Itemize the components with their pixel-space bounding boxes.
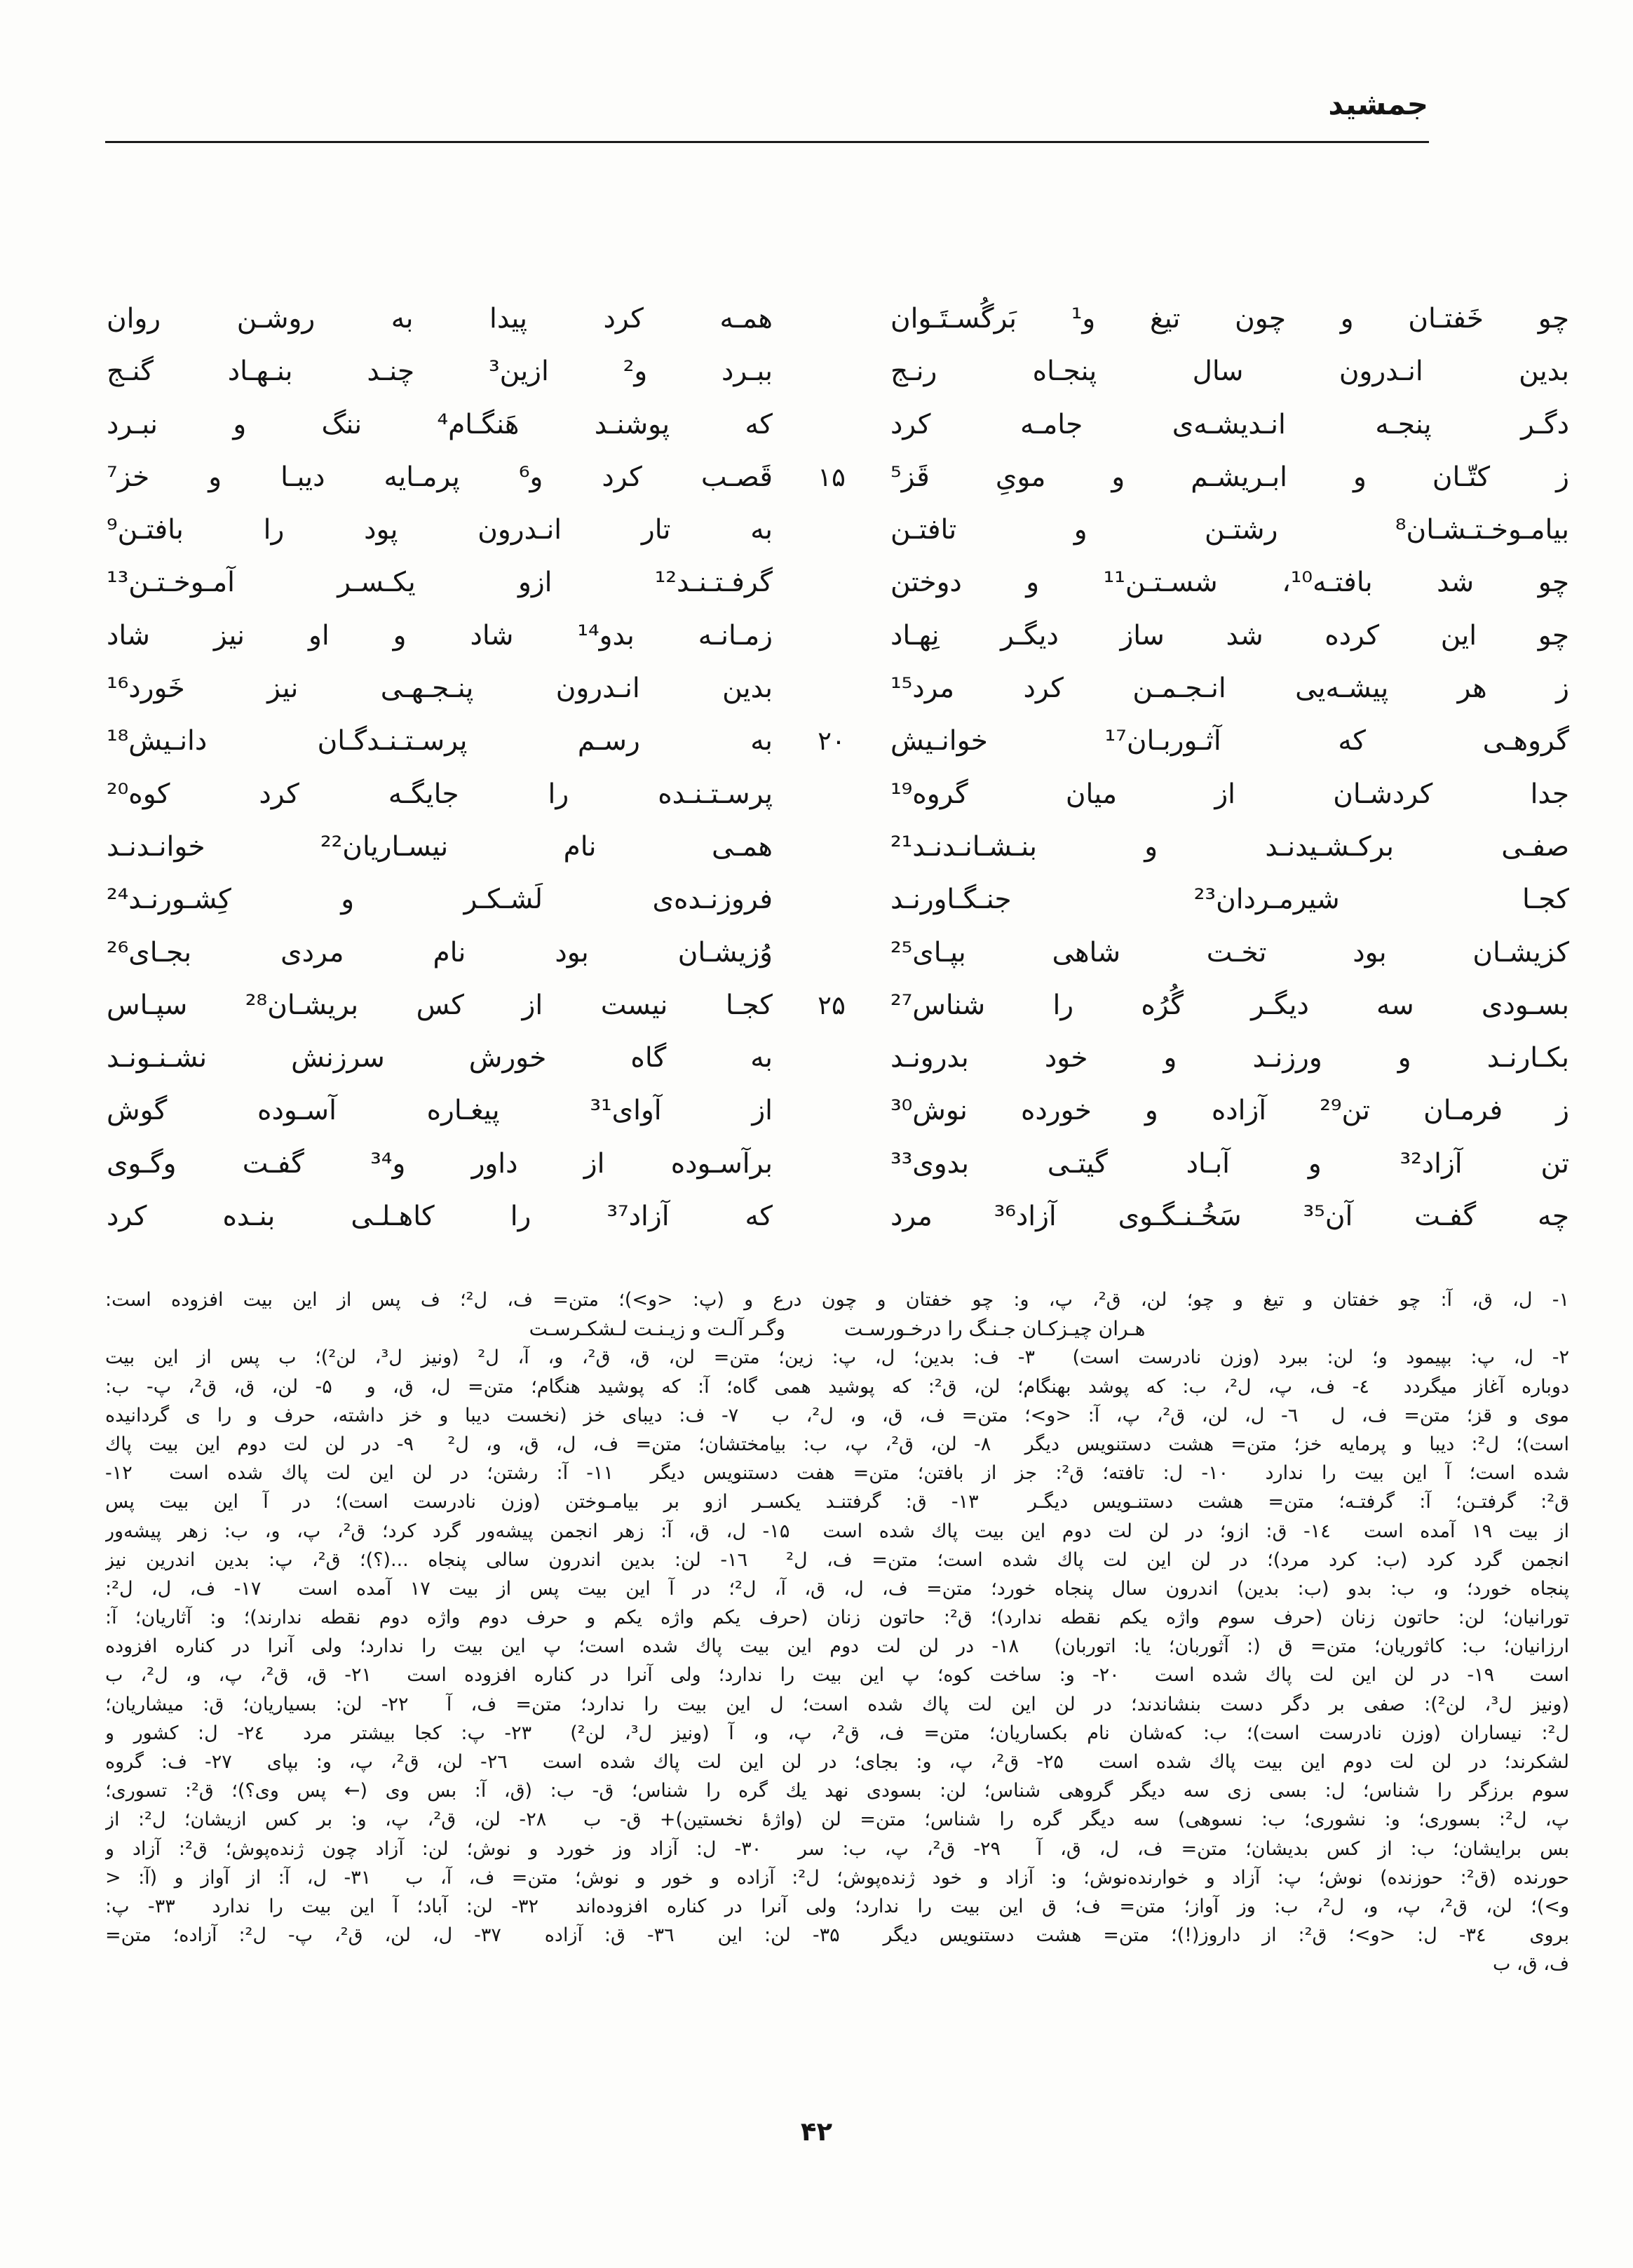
apparatus-line: انجمن گرد کرد (ب: کرد مرد)؛ در لن این لت پاك شده است؛ متن= ف، ل² ‌ ۱٦- لن: بدین اندرون سالی پنجاه ...(؟)؛ ق²، پ: بدین اندرین نیز (105, 1548, 1569, 1571)
couplet-row (107, 504, 1569, 556)
apparatus-line: پ، ل²: بسوری؛ و: نشوری؛ ب: نسوهی) سه دیگر گره را شناس؛ متن= لن (واژهٔ نخستین)+ ق- ب ‌ ۲۸- لن، ق²، پ، و: بر کس ازیشان؛ ل²: از (105, 1809, 1569, 1831)
hemistich-second: کجـا نیست از کس بریشـان²⁸ سپـاس (107, 989, 773, 1021)
apparatus-lines-before (105, 1285, 1569, 1314)
hemistich-first: چو این کرده شد ساز دیگـر نِهـاد (890, 619, 1569, 652)
hemistich-first: جدا کردشـان از میان گروه¹⁹ (890, 778, 1569, 810)
apparatus-line: است)؛ ل²: دیبا و پرمایه خز؛ متن= هشت دستنویس دیگر ‌ ۸- لن، ق²، پ، ب: بیامختشان؛ متن= ف، ل، ق، و، ل² ‌ ۹- در لن لت دوم این بیت پاك (105, 1433, 1569, 1455)
apparatus-line: ق²: گرفتـن؛ آ: گرفتـه؛ متن= هشت دستنـویس دیگـر ‌ ۱۳- ق: گرفتنـد یکسـر ازو بر بیامـوختن (وزن نادرست است)؛ در آ این بیت پس (105, 1491, 1569, 1513)
hemistich-second: همـی نام نیسـاریان²² خوانـدنـد (107, 830, 773, 863)
page-number: ۴۲ (800, 2117, 833, 2147)
apparatus-line: حورنده (ق²: حوزنده) نوش؛ پ: آزاد و خوارنده‌نوش؛ و: آزاد و خود ژنده‌پوش؛ ل²: آزاده و خور و نوش؛ متن= ف، آ، ب ‌ ۳۱- ل، آ: از آواز و (آ: < (105, 1866, 1569, 1889)
hemistich-second: به تار انـدرون پود را بافتـن⁹ (107, 514, 773, 546)
verse-number-empty (773, 873, 890, 926)
verse-number-empty (773, 926, 890, 979)
apparatus-line: بروی ‌ ۳٤- ل: <و>؛ ق²: از داروز(!)؛ متن= هشت دستنویس دیگر ‌ ۳۵- لن: این ‌ ۳٦- ق: آزاده ‌ ۳۷- ل، لن، ق²، پ- ل²: آزاده؛ متن= (105, 1924, 1569, 1947)
hemistich-second: به رسـم پرسـتـنـدگـان دانـیش¹⁸ (107, 725, 773, 757)
hemistich-first: ز کتّـان و ابـریشـم و مویِ قَز⁵ (890, 461, 1569, 493)
apparatus-line: است ‌ ۱۹- در لن این لت پاك شده است ‌ ۲۰- و: ساخت کوه؛ پ این بیت را ندارد؛ ولی آنرا در کناره افزوده است ‌ ۲۱- ق، ق²، پ، و، ل²، ب (105, 1664, 1569, 1687)
hemistich-first: چه گفـت آن³⁵ سَخُـنـگـوی آزاد³⁶ مرد (890, 1201, 1569, 1233)
apparatus-line: و>)؛ لن، ق²، پ، و، ل²، ب: وز آواز؛ متن= ف؛ ق این بیت را ندارد؛ ولی آنرا در کناره افزوده‌اند ‌ ۳۲- لن: آباد؛ آ این بیت را ندارد ‌ ۳۳- پ: (105, 1895, 1569, 1917)
couplet-row (107, 345, 1569, 398)
apparatus-quote-row (105, 1314, 1569, 1343)
verse-number-empty (773, 504, 890, 556)
hemistich-second: بدین انـدرون پنـجـهـی نیز خَورد¹⁶ (107, 673, 773, 705)
couplet-row (107, 979, 1569, 1032)
hemistich-second: فروزنـده‌ی لَشـکـر و کِشـورنـد²⁴ (107, 884, 773, 916)
couplet-row (107, 768, 1569, 821)
hemistich-second: که آزاد³⁷ را کاهـلـی بنـده کرد (107, 1201, 773, 1233)
verse-number-empty (773, 292, 890, 345)
verse-number-empty (773, 1138, 890, 1190)
verse-number-empty (773, 609, 890, 662)
apparatus (105, 1285, 1569, 1979)
apparatus-line: سوم برزگر را شناس؛ ل: بسی زی سه دیگر گروهی شناس؛ لن: بسودی نهد یك گره را شناس؛ ق- ب: (ق، آ: بس وی (← پس وی؟)؛ ق²: تسوری؛ (105, 1780, 1569, 1802)
apparatus-quote-second-hemistich: وگـر آلـت و زیـنـت لـشکـرسـت (529, 1317, 785, 1341)
hemistich-first: بسـودی سه دیگـر گُرُه را شناس²⁷ (890, 989, 1569, 1021)
couplet-row (107, 662, 1569, 715)
hemistich-second: ببـرد و² ازین³ چنـد بنـهـاد گنـج (107, 356, 773, 388)
apparatus-line: ۲- ل، پ: بپیمود و؛ لن: ببرد (وزن نادرست است) ‌ ۳- ف: بدین؛ ل، پ: زین؛ متن= لن، ق، ق²، و، آ، ل² (ونیز ل³، لن²)؛ ب پس از این بیت (105, 1346, 1569, 1369)
apparatus-last-line: ف، ق، ب (1493, 1953, 1569, 1976)
hemistich-first: ز هر پیشـه‌یی انـجـمـن کرد مرد¹⁵ (890, 673, 1569, 705)
verse-number: ۲۵ (818, 990, 846, 1020)
verse-number-empty (773, 662, 890, 715)
hemistich-first: چو خَفتـان و چون تیغ و¹ بَرگُسـتَـوان (890, 303, 1569, 335)
couplet-row (107, 873, 1569, 926)
poem (107, 292, 1569, 1243)
couplet-row (107, 1190, 1569, 1243)
hemistich-first: بیامـوخـتـشـان⁸ رشتـن و تافتـن (890, 514, 1569, 546)
hemistich-first: تن آزاد³² و آبـاد گیتـی بدوی³³ (890, 1147, 1569, 1180)
apparatus-lines-after (105, 1343, 1569, 1950)
header-rule-divider (105, 141, 1429, 143)
apparatus-line: ل²: نیساران (وزن نادرست است)؛ ب: که‌شان نام بکساریان؛ متن= ف، ق²، پ، و، آ (ونیز ل³، لن²) ‌ ۲۳- پ: کجا بیشتر مرد ‌ ۲٤- ل: کشور و (105, 1722, 1569, 1744)
hemistich-second: که پوشنـد هَنگـام⁴ ننگ و نبـرد (107, 408, 773, 440)
couplet-row (107, 715, 1569, 767)
hemistich-first: چو شد بافتـه¹⁰، شسـتـن¹¹ و دوختن (890, 567, 1569, 599)
verse-number-empty (773, 556, 890, 609)
hemistich-second: پرسـتـنـده را جایگـه کرد کوه²⁰ (107, 778, 773, 810)
verse-number-empty (773, 398, 890, 451)
apparatus-line: از بیت ۱۹ آمده است ‌ ۱٤- ق: ازو؛ در لن لت دوم این بیت پاك شده است ‌ ۱۵- ل، ق، آ: زهر انجمن پیشه‌ور گرد کرد؛ ق²، پ، و، ب: زهر پیشه‌ور (105, 1520, 1569, 1542)
hemistich-first: بدین انـدرون سال پنجـاه رنـج (890, 356, 1569, 388)
couplet-row (107, 1032, 1569, 1084)
apparatus-line: دوباره آغاز میگردد ‌ ٤- ف، پ، ل²، ب: که پوشد بهنگام؛ لن، ق²: که پوشید همی گاه؛ آ: که پوشید هنگام؛ متن= ل، ق، و ‌ ۵- لن، ق، ق²، پ- ب: (105, 1375, 1569, 1398)
hemistich-first: دگـر پنجـه انـدیشـه‌ی جامـه کرد (890, 408, 1569, 440)
hemistich-second: به گاه خورش سرزنش نشـنـونـد (107, 1042, 773, 1074)
hemistich-first: بکـارنـد و ورزنـد و خود بدرونـد (890, 1042, 1569, 1074)
page-header-title: جمشید (1328, 87, 1428, 121)
apparatus-line: ۱- ل، ق، آ: چو خفتان و تیغ و چو؛ لن، ق²، پ، و: چو خفتان و چون درع و (پ: <و>)؛ متن= ف، ل²؛ ف پس از این بیت افزوده است: (105, 1289, 1569, 1311)
verse-number-empty (773, 821, 890, 873)
hemistich-first: ز فرمـان تن²⁹ آزاده و خورده نوش³⁰ (890, 1095, 1569, 1127)
apparatus-line: موی و قز؛ متن= ف، ل ‌ ٦- ل، لن، ق²، پ، آ: <و>؛ متن= ف، ق، و، ل²، ب ‌ ۷- ف: دیبای خز (نخست دیبا و خز داشته، حرف و را ی گردانیده (105, 1404, 1569, 1426)
hemistich-second: گرفـتـنـد¹² ازو یکـسـر آمـوخـتـن¹³ (107, 567, 773, 599)
hemistich-second: وُزیشـان بود نام مردی بجـای²⁶ (107, 936, 773, 968)
apparatus-line: بس برایشان؛ ب: از کس بدیشان؛ متن= ف، ل، ق، آ ‌ ۲۹- ق²، پ، ب: سر ‌ ۳۰- ل: آزاد وز خورد و نوش؛ لن: آزاد چون ژنده‌پوش؛ ق²: آزاد و (105, 1837, 1569, 1860)
verse-number-empty (773, 1084, 890, 1137)
couplet-row (107, 292, 1569, 345)
apparatus-line: تورانیان؛ لن: حاتون زنان (حرف سوم واژه یکم نقطه ندارد)؛ ق²: حاتون زنان (حرف یکم واژه یکم و حرف دوم واژه دوم نقطه ندارند)؛ و: آثاریان؛ آ: (105, 1607, 1569, 1629)
apparatus-quote-first-hemistich: هـران چیـزکـان جـنـگ را درخـورسـت (843, 1317, 1146, 1341)
apparatus-line: شده است؛ آ این بیت را ندارد ‌ ۱۰- ل: تافته؛ ق²: جز از بافتن؛ متن= هفت دستنویس دیگر ‌ ۱۱- آ: رشتن؛ در لن این لت پاك شده است ‌ ۱۲- (105, 1462, 1569, 1485)
hemistich-second: زمـانـه بدو¹⁴ شاد و او نیز شاد (107, 619, 773, 652)
hemistich-second: همـه کرد پیدا به روشـن روان (107, 303, 773, 335)
couplet-row (107, 926, 1569, 979)
verse-number: ۱۵ (818, 461, 846, 492)
couplet-row (107, 451, 1569, 504)
couplet-row (107, 1138, 1569, 1190)
verse-number-empty (773, 1032, 890, 1084)
hemistich-first: گروهـی که آثـوربـان¹⁷ خوانـیش (890, 725, 1569, 757)
verse-number: ۲۰ (818, 726, 846, 757)
hemistich-first: صفـی برکـشـیدنـد و بنـشـانـدنـد²¹ (890, 830, 1569, 863)
apparatus-line: (ونیز ل³، لن²): صفی بر دگر دست بنشاندند؛ در لن این لت پاك شده است؛ ل این بیت را ندارد؛ متن= ف، آ ‌ ۲۲- لن: بسیاریان؛ ق: میشاریان؛ (105, 1693, 1569, 1715)
hemistich-first: کجـا شیرمـردان²³ جنـگـاورنـد (890, 884, 1569, 916)
hemistich-second: برآسـوده از داور و³⁴ گفـت وگـوی (107, 1147, 773, 1180)
couplet-row (107, 556, 1569, 609)
couplet-row (107, 1084, 1569, 1137)
hemistich-first: کزیشـان بود تخـت شاهی بپـای²⁵ (890, 936, 1569, 968)
apparatus-line: ارزانیان؛ ب: کاثوریان؛ متن= ق (: آثوربان؛ یا: اتوربان) ‌ ۱۸- در لن لت دوم این بیت پاك شده است؛ پ این بیت را ندارد؛ ولی آنرا در کناره افزوده (105, 1635, 1569, 1658)
hemistich-second: قَصـب کرد و⁶ پرمـایه دیبـا و خز⁷ (107, 461, 773, 493)
verse-number-empty (773, 1190, 890, 1243)
verse-number-empty (773, 345, 890, 398)
hemistich-second: از آوای³¹ پیغـاره آسـوده گوش (107, 1095, 773, 1127)
apparatus-line: لشکرند؛ در لن لت دوم این بیت پاك شده است ‌ ۲۵- ق²، پ، و: بجای؛ در لن این لت پاك شده است ‌ ۲٦- لن، ق²، پ، و: بپای ‌ ۲۷- ف: گروه (105, 1751, 1569, 1773)
verse-number-empty (773, 768, 890, 821)
apparatus-line: پنجاه خورد؛ و، ب: بدو (ب: بدین) اندرون سال پنجاه خورد؛ متن= ف، ل، ق، آ، ل²؛ در آ این بیت پس از بیت ۱۷ آمده است ‌ ۱۷- ف، ل، ل²: (105, 1577, 1569, 1600)
couplet-row (107, 398, 1569, 451)
couplet-row (107, 821, 1569, 873)
couplet-row (107, 609, 1569, 662)
